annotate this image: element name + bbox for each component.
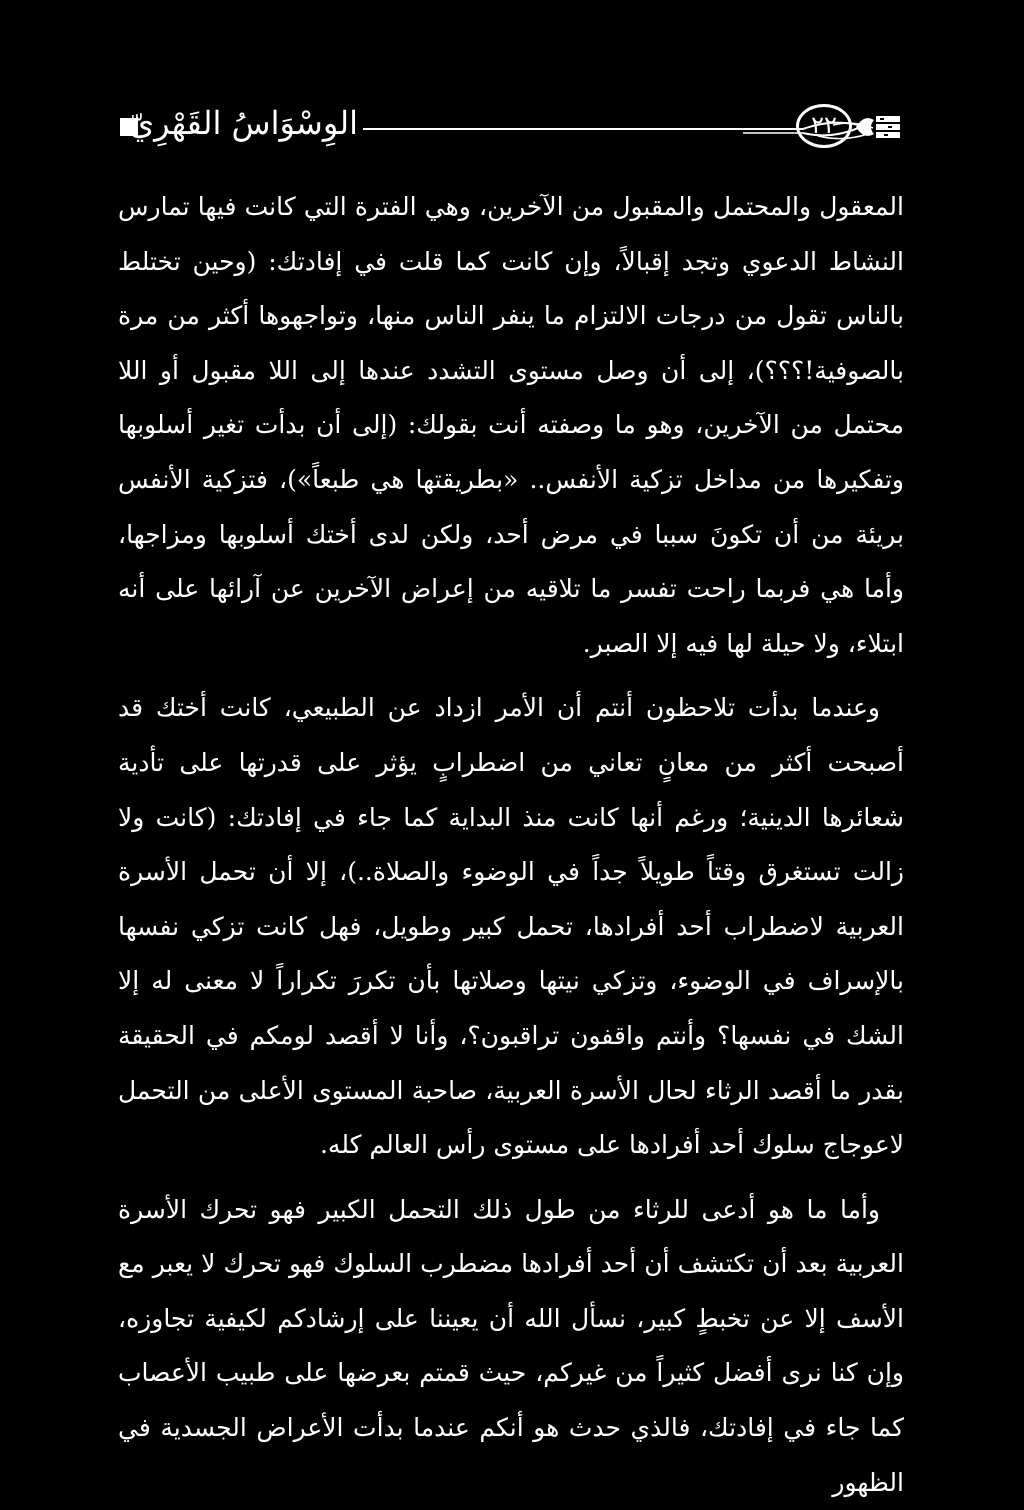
ornament-icon (854, 110, 904, 144)
paragraph-1: المعقول والمحتمل والمقبول من الآخرين، وهي الفترة التي كانت فيها تمارس النشاط الدعوي وتجد إقبالاً، وإن كانت كما قلت في إفادتك: (وحين تختلط بالناس تقول من درجات الالتزام ما ينفر الناس منها، وتواجهوها أكثر من مرة بالصوفية!؟؟؟)، إلى أن وصل مستوى التشدد عندها إلى اللا مقبول أو اللا محتمل من الآخرين، وهو ما وصفته أنت بقولك: (إلى أن بدأت تغير أسلوبها وتفكيرها من مداخل تزكية الأنفس.. «بطريقتها هي طبعاً»)، فتزكية الأنفس بريئة من أن تكونَ سببا في مرض أحد، ولكن لدى أختك أسلوبها ومزاجها، وأما هي فربما راحت تفسر ما تلاقيه من إعراض الآخرين عن آرائها على أنه ابتلاء، ولا حيلة لها فيه إلا الصبر. (118, 192, 904, 658)
page-body (118, 180, 904, 1510)
page-header (118, 92, 904, 162)
book-title: الوِسْوَاسُ القَهْرِيّ (129, 104, 358, 142)
page-number: ٢٢ (796, 104, 852, 148)
paragraph-2: وعندما بدأت تلاحظون أنتم أن الأمر ازداد عن الطبيعي، كانت أختك قد أصبحت أكثر من معانٍ تعاني من اضطرابٍ يؤثر على قدرتها على تأدية شعائرها الدينية؛ ورغم أنها كانت منذ البداية كما جاء في إفادتك: (كانت ولا زالت تستغرق وقتاً طويلاً جداً في الوضوء والصلاة..)، إلا أن تحمل الأسرة العربية لاضطراب أحد أفرادها، تحمل كبير وطويل، فهل كانت تزكي نفسها بالإسراف في الوضوء، وتزكي نيتها وصلاتها بأن تكررَ تكراراً لا معنى له إلا الشك في نفسها؟ وأنتم واقفون تراقبون؟، وأنا لا أقصد لومكم في الحقيقة بقدر ما أقصد الرثاء لحال الأسرة العربية، صاحبة المستوى الأعلى من التحمل لاعوجاج سلوك أحد أفرادها على مستوى رأس العالم كله. (118, 693, 904, 1160)
paragraph-3: وأما ما هو أدعى للرثاء من طول ذلك التحمل الكبير فهو تحرك الأسرة العربية بعد أن تكتشف أن أحد أفرادها مضطرب السلوك فهو تحرك لا يعبر مع الأسف إلا عن تخبطٍ كبير، نسأل الله أن يعيننا على إرشادكم لكيفية تجاوزه، وإن كنا نرى أفضل كثيراً من غيركم، حيث قمتم بعرضها على طبيب الأعصاب كما جاء في إفادتك، فالذي حدث هو أنكم عندما بدأت الأعراض الجسدية في الظهور (118, 1194, 904, 1497)
